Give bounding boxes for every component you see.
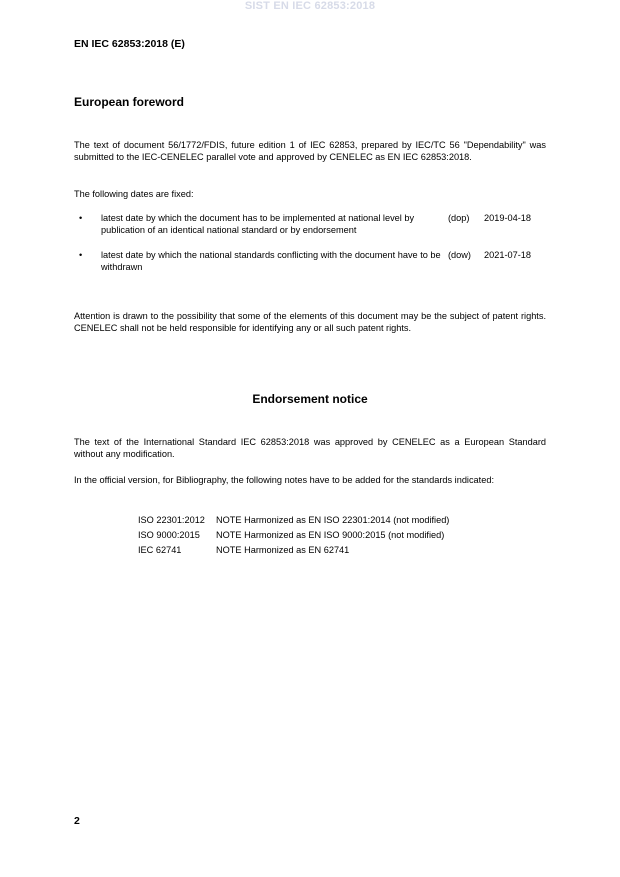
- note-text: NOTE Harmonized as EN 62741: [216, 545, 350, 555]
- bibliography-intro-paragraph: In the official version, for Bibliography, the following notes have to be added for the standards indicated:: [74, 475, 494, 485]
- date-item-text: latest date by which the document has to be implemented at national level by publication of an identical national standard or by endorsement: [101, 213, 415, 235]
- dates-intro: The following dates are fixed:: [74, 189, 194, 199]
- bibliography-notes-list: [138, 513, 449, 558]
- bullet-icon: •: [79, 213, 83, 223]
- page-number: 2: [74, 815, 80, 827]
- endorsement-paragraph: The text of the International Standard IEC 62853:2018 was approved by CENELEC as a European Standard without any modification.: [74, 437, 546, 459]
- date-item-date: 2019-04-18: [484, 213, 531, 223]
- note-standard: IEC 62741: [138, 545, 182, 555]
- note-standard: ISO 9000:2015: [138, 530, 200, 540]
- watermark: SIST EN IEC 62853:2018: [244, 0, 376, 12]
- bullet-icon: •: [79, 250, 83, 260]
- bibliography-note: [138, 513, 449, 528]
- foreword-heading: European foreword: [74, 95, 185, 109]
- note-text: NOTE Harmonized as EN ISO 22301:2014 (not modified): [216, 515, 450, 525]
- document-id: EN IEC 62853:2018 (E): [74, 38, 185, 50]
- date-item-abbr: (dow): [448, 250, 471, 260]
- date-item-text: latest date by which the national standards conflicting with the document have to be withdrawn: [101, 250, 441, 272]
- foreword-intro-paragraph: The text of document 56/1772/FDIS, future edition 1 of IEC 62853, prepared by IEC/TC 56 "Dependability" was submitted to the IEC-CENELEC parallel vote and approved by CENELEC as EN IEC 62853:2018.: [74, 140, 546, 162]
- bibliography-note: [138, 543, 449, 558]
- date-item-abbr: (dop): [448, 213, 470, 223]
- note-text: NOTE Harmonized as EN ISO 9000:2015 (not modified): [216, 530, 445, 540]
- bibliography-note: [138, 528, 449, 543]
- patent-attention-paragraph: Attention is drawn to the possibility that some of the elements of this document may be the subject of patent rights. CENELEC shall not be held responsible for identifying any or all such patent rights.: [74, 311, 546, 333]
- date-item-date: 2021-07-18: [484, 250, 531, 260]
- note-standard: ISO 22301:2012: [138, 515, 205, 525]
- endorsement-heading: Endorsement notice: [252, 392, 368, 406]
